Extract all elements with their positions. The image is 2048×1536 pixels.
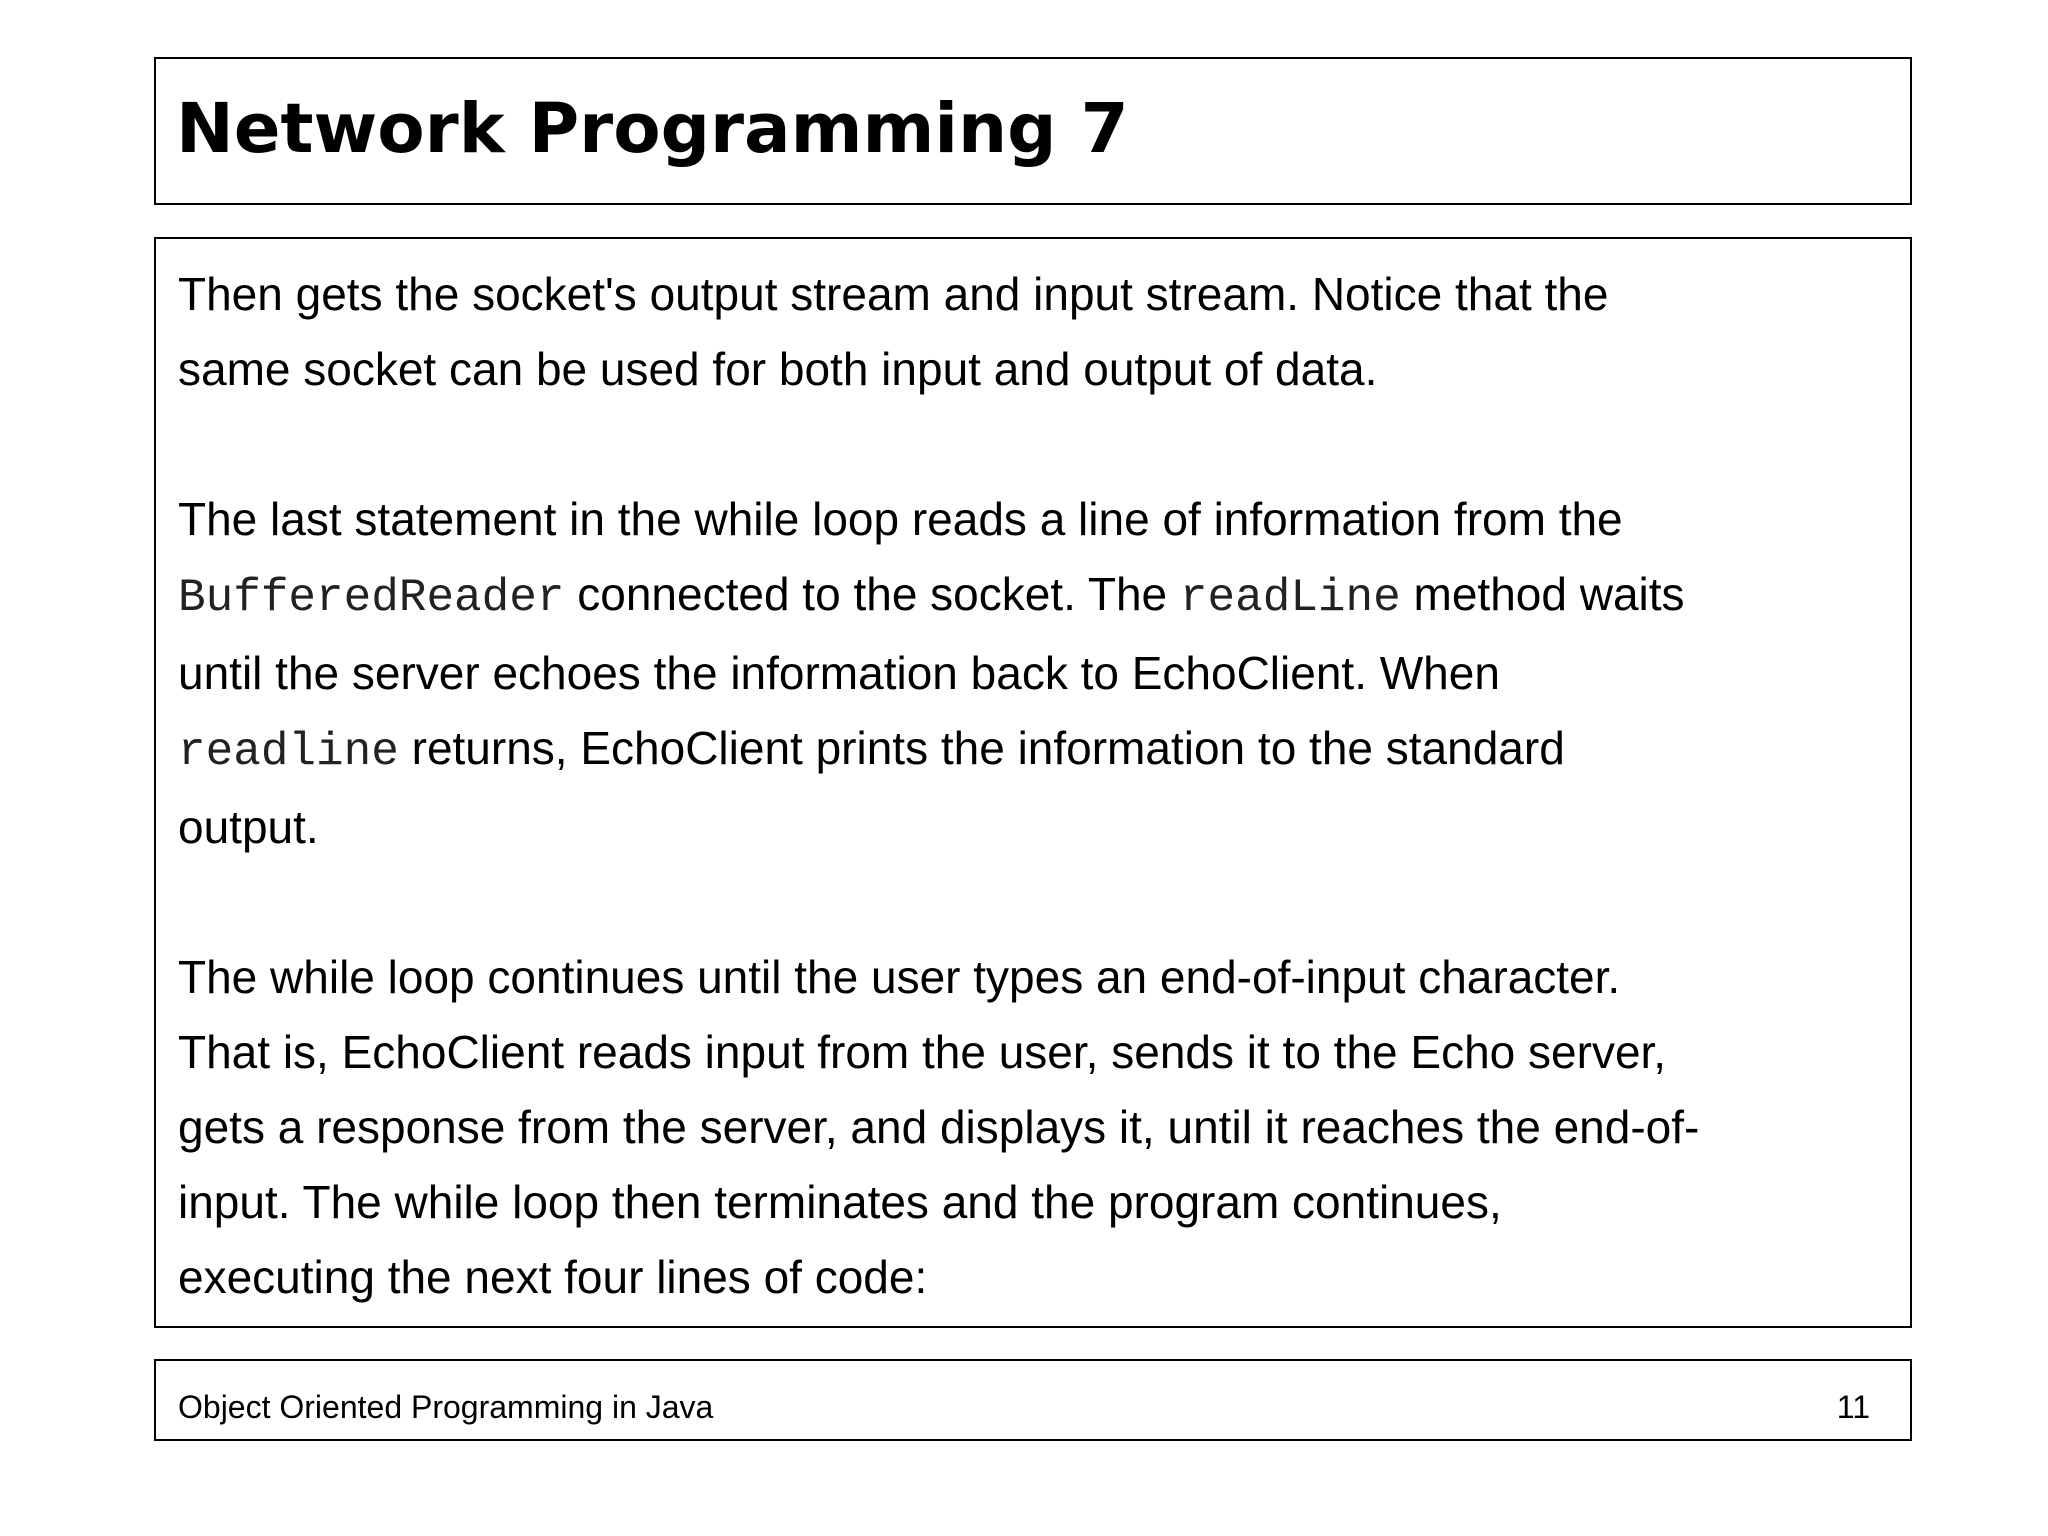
footer-course-title: Object Oriented Programming in Java xyxy=(178,1389,714,1425)
code-buffered-reader: BufferedReader xyxy=(178,572,565,624)
paragraph-3-line-2: That is, EchoClient reads input from the user, sends it to the Echo server, xyxy=(178,1026,1667,1078)
paragraph-2-line-2 xyxy=(178,557,1898,636)
content-text xyxy=(178,257,1898,1315)
paragraph-1-line-1: Then gets the socket's output stream and input stream. Notice that the xyxy=(178,268,1609,320)
paragraph-3-line-5: executing the next four lines of code: xyxy=(178,1251,928,1303)
paragraph-2-line-3: until the server echoes the information back to EchoClient. When xyxy=(178,647,1500,699)
paragraph-2-line-2-text-a: connected to the socket. The xyxy=(564,568,1180,620)
paragraph-2-line-4 xyxy=(178,711,1898,790)
page-number: 11 xyxy=(1836,1389,1870,1425)
title-box xyxy=(154,57,1912,205)
paragraph-2-line-2-text-b: method waits xyxy=(1400,568,1685,620)
paragraph-3-line-3: gets a response from the server, and displays it, until it reaches the end-of- xyxy=(178,1101,1700,1153)
footer-box xyxy=(154,1359,1912,1441)
paragraph-1-line-2: same socket can be used for both input and output of data. xyxy=(178,343,1378,395)
code-readline: readline xyxy=(178,726,399,778)
slide-title: Network Programming 7 xyxy=(176,89,1129,169)
paragraph-2-line-4-text: returns, EchoClient prints the information to the standard xyxy=(398,722,1565,774)
paragraph-2-line-5: output. xyxy=(178,801,319,853)
paragraph-3-line-4: input. The while loop then terminates and the program continues, xyxy=(178,1176,1502,1228)
code-readline-method: readLine xyxy=(1179,572,1401,624)
paragraph-2-line-1: The last statement in the while loop reads a line of information from the xyxy=(178,493,1623,545)
paragraph-3-line-1: The while loop continues until the user types an end-of-input character. xyxy=(178,951,1621,1003)
content-box xyxy=(154,237,1912,1328)
